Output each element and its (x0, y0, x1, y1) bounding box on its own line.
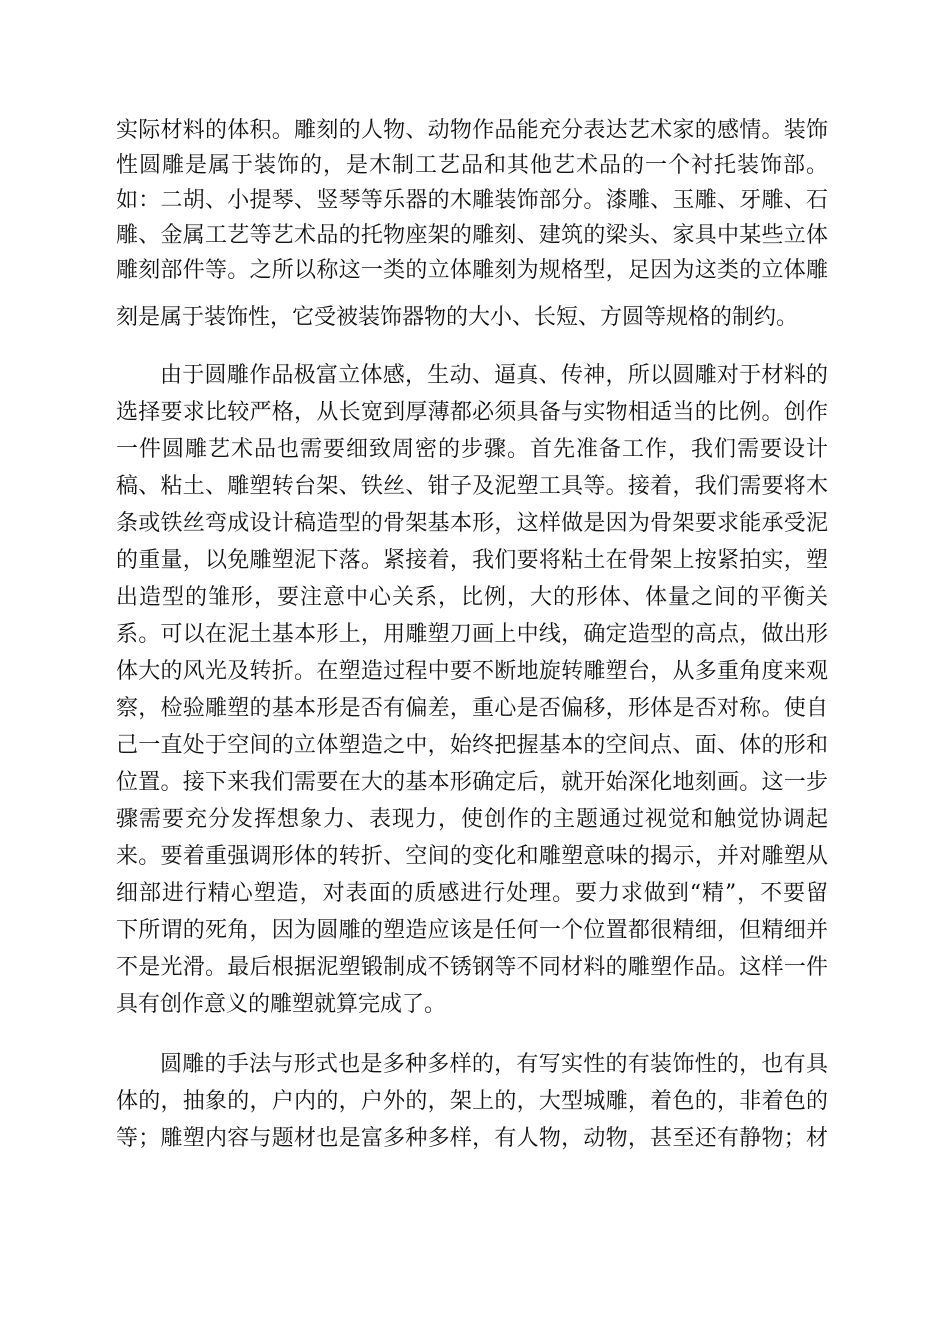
text-line: 察，检验雕塑的基本形是否有偏差，重心是否偏移，形体是否对称。使自 (116, 696, 828, 721)
text-line: 一件圆雕艺术品也需要细致周密的步骤。首先准备工作，我们需要设计 (116, 437, 828, 462)
text-line: 下所谓的死角，因为圆雕的塑造应该是任何一个位置都很精细，但精细并 (116, 918, 828, 943)
text-line: 如：二胡、小提琴、竖琴等乐器的木雕装饰部分。漆雕、玉雕、牙雕、石 (116, 188, 828, 213)
text-line: 圆雕的手法与形式也是多种多样的，有写实性的有装饰性的，也有具 (160, 1052, 828, 1077)
text-line: 具有创作意义的雕塑就算完成了。 (116, 992, 447, 1017)
text-line: 由于圆雕作品极富立体感，生动、逼真、传神，所以圆雕对于材料的 (160, 363, 828, 388)
text-line: 出造型的雏形，要注意中心关系，比例，大的形体、体量之间的平衡关 (116, 585, 828, 610)
text-line: 雕刻部件等。之所以称这一类的立体雕刻为规格型，足因为这类的立体雕 (116, 258, 828, 283)
text-line: 刻是属于装饰性，它受被装饰器物的大小、长短、方圆等规格的制约。 (116, 305, 799, 330)
text-line: 位置。接下来我们需要在大的基本形确定后，就开始深化地刻画。这一步 (116, 770, 828, 795)
text-line: 的重量，以免雕塑泥下落。紧接着，我们要将粘土在骨架上按紧拍实，塑 (116, 548, 828, 573)
text-line: 来。要着重强调形体的转折、空间的变化和雕塑意味的揭示，并对雕塑从 (116, 844, 828, 869)
text-line: 选择要求比较严格，从长宽到厚薄都必须具备与实物相适当的比例。创作 (116, 400, 828, 425)
text-line: 系。可以在泥土基本形上，用雕塑刀画上中线，确定造型的高点，做出形 (116, 622, 828, 647)
text-line: 体大的风光及转折。在塑造过程中要不断地旋转雕塑台，从多重角度来观 (116, 659, 828, 684)
text-line: 体的，抽象的，户内的，户外的，架上的，大型城雕，着色的，非着色的 (116, 1089, 828, 1114)
text-line: 稿、粘土、雕塑转台架、铁丝、钳子及泥塑工具等。接着，我们需要将木 (116, 474, 828, 499)
text-line: 骤需要充分发挥想象力、表现力，使创作的主题通过视觉和触觉协调起 (116, 807, 828, 832)
text-line: 雕、金属工艺等艺术品的托物座架的雕刻、建筑的梁头、家具中某些立体 (116, 223, 828, 248)
text-line: 性圆雕是属于装饰的，是木制工艺品和其他艺术品的一个衬托装饰部。 (116, 153, 828, 178)
text-line: 己一直处于空间的立体塑造之中，始终把握基本的空间点、面、体的形和 (116, 733, 828, 758)
text-line: 实际材料的体积。雕刻的人物、动物作品能充分表达艺术家的感情。装饰 (116, 118, 828, 143)
text-line: 条或铁丝弯成设计稿造型的骨架基本形，这样做是因为骨架要求能承受泥 (116, 511, 828, 536)
text-line: 细部进行精心塑造，对表面的质感进行处理。要力求做到“精”，不要留 (116, 881, 828, 906)
text-line: 等；雕塑内容与题材也是富多种多样，有人物，动物，甚至还有静物；材 (116, 1126, 828, 1151)
text-line: 不是光滑。最后根据泥塑锻制成不锈钢等不同材料的雕塑作品。这样一件 (116, 955, 828, 980)
